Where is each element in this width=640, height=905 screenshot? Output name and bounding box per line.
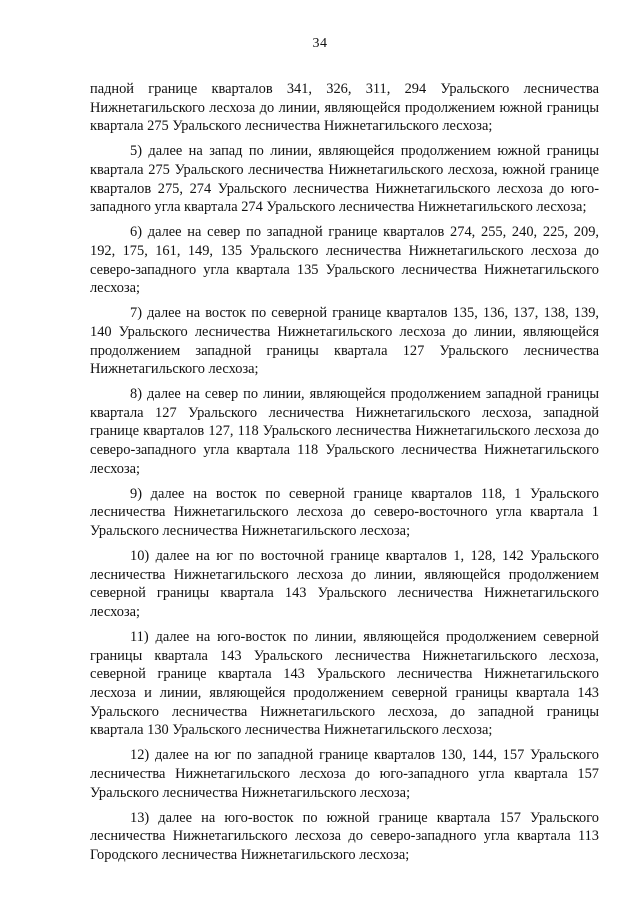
paragraph: 11) далее на юго-восток по линии, являющейся продолжением северной границы квартала 143 Уральского лесничества Нижнетагильского лесхоза, северной границе квартала 143 Уральского лесничества Нижнетагильского лесхоза и линии, являющейся продолжением северной границы квартала 143 Уральского лесничества Нижнетагильского лесхоза, до западной границы квартала 130 Уральского лесничества Нижнетагильского лесхоза; xyxy=(90,629,599,739)
paragraph: 10) далее на юг по восточной границе кварталов 1, 128, 142 Уральского лесничества Нижнетагильского лесхоза до линии, являющейся продолжением северной границы квартала 143 Уральского лесничества Нижнетагильского лесхоза; xyxy=(90,548,599,620)
paragraph: 12) далее на юг по западной границе кварталов 130, 144, 157 Уральского лесничества Нижнетагильского лесхоза до юго-западного угла квартала 157 Уральского лесничества Нижнетагильского лесхоза; xyxy=(90,747,599,801)
paragraph: 7) далее на восток по северной границе кварталов 135, 136, 137, 138, 139, 140 Уральского лесничества Нижнетагильского лесхоза до линии, являющейся продолжением западной границы квартала 127 Уральского лесничества Нижнетагильского лесхоза; xyxy=(90,305,599,378)
paragraph: 5) далее на запад по линии, являющейся продолжением южной границы квартала 275 Уральского лесничества Нижнетагильского лесхоза, южной границе кварталов 275, 274 Уральского лесничества Нижнетагильского лесхоза до юго-западного угла квартала 274 Уральского лесничества Нижнетагильского лесхоза; xyxy=(90,143,599,216)
paragraph: 13) далее на юго-восток по южной границе квартала 157 Уральского лесничества Нижнетагильского лесхоза до северо-западного угла квартала 113 Городского лесничества Нижнетагильского лесхоза; xyxy=(90,809,599,863)
paragraph: 8) далее на север по линии, являющейся продолжением западной границы квартала 127 Уральского лесничества Нижнетагильского лесхоза, западной границе кварталов 127, 118 Уральского лесничества Нижнетагильского лесхоза до северо-западного угла квартала 118 Уральского лесничества Нижнетагильского лесхоза; xyxy=(90,386,599,477)
document-body xyxy=(90,80,599,871)
paragraph: падной границе кварталов 341, 326, 311, 294 Уральского лесничества Нижнетагильского лесхоза до линии, являющейся продолжением южной границы квартала 275 Уральского лесничества Нижнетагильского лесхоза; xyxy=(90,81,599,135)
page-number: 34 xyxy=(312,36,328,51)
paragraph: 9) далее на восток по северной границе кварталов 118, 1 Уральского лесничества Нижнетагильского лесхоза до северо-восточного угла квартала 1 Уральского лесничества Нижнетагильского лесхоза; xyxy=(90,485,599,540)
paragraph: 6) далее на север по западной границе кварталов 274, 255, 240, 225, 209, 192, 175, 161, 149, 135 Уральского лесничества Нижнетагильского лесхоза до северо-западного угла квартала 135 Уральского лесничества Нижнетагильского лесхоза; xyxy=(90,224,599,297)
